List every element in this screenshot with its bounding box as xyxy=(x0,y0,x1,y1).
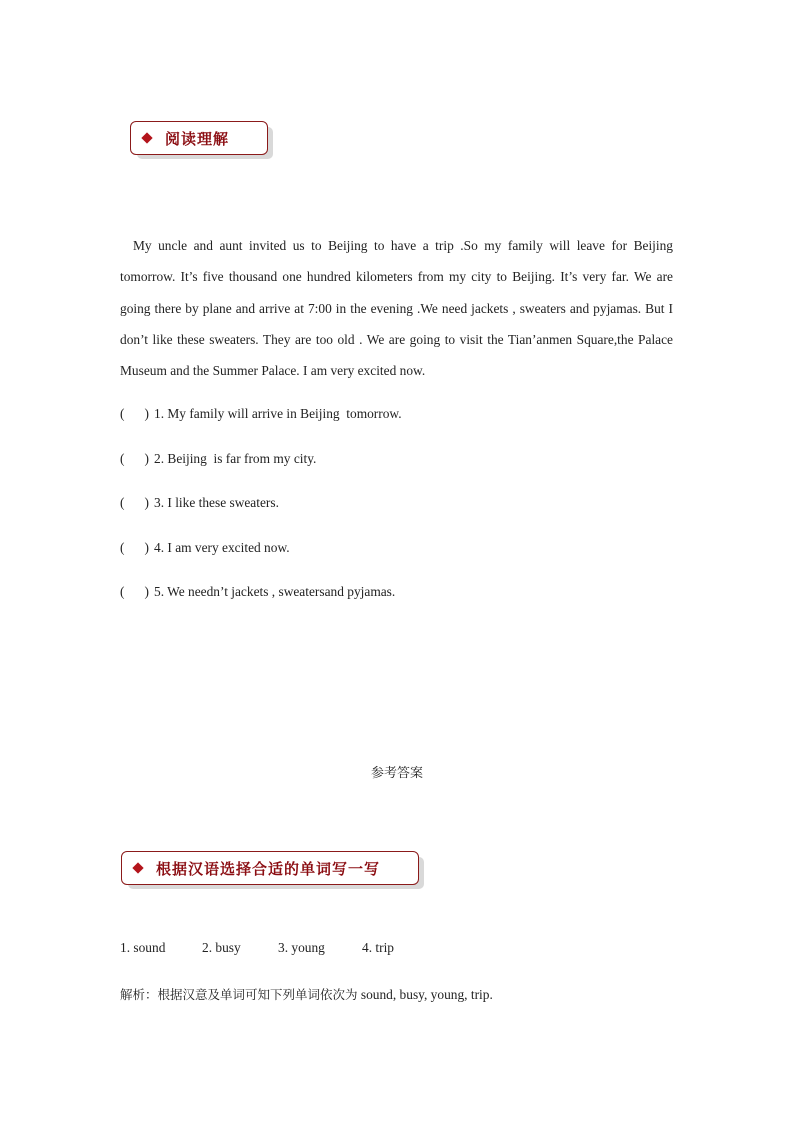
vocab-answer: 1. sound xyxy=(120,940,166,955)
question-item xyxy=(120,495,279,511)
question-text: 3. I like these sweaters. xyxy=(154,495,279,510)
question-item xyxy=(120,584,395,600)
question-text: 5. We needn’t jackets , sweatersand pyjamas. xyxy=(154,584,396,599)
question-item xyxy=(120,406,402,422)
vocab-answer: 4. trip xyxy=(362,940,394,955)
vocab-section-title: 根据汉语选择合适的单词写一写 xyxy=(156,859,381,878)
vocab-section-header xyxy=(121,851,419,885)
vocab-explanation xyxy=(120,985,493,1003)
answer-blank[interactable]: ( ) xyxy=(120,584,150,599)
reading-passage: My uncle and aunt invited us to Beijing to have a trip .So my family will leave for Beijing tomorrow. It’s five thousand one hundred kilometers from my city to Beijing. It’s very far. We are going there by plane and arrive at 7:00 in the evening .We need jackets , sweaters and pyjamas. But I don’t like these sweaters. They are too old . We are going to visit the Tian’anmen Square,the Palace Museum and the Summer Palace. I am very excited now. xyxy=(120,238,673,379)
vocab-answer: 2. busy xyxy=(202,940,241,955)
answer-blank[interactable]: ( ) xyxy=(120,406,150,421)
answer-blank[interactable]: ( ) xyxy=(120,451,150,466)
explanation-words: sound, busy, young, trip. xyxy=(357,987,493,1002)
question-text: 1. My family will arrive in Beijing tomorrow. xyxy=(154,406,402,421)
question-item xyxy=(120,540,290,556)
answer-blank[interactable]: ( ) xyxy=(120,540,150,555)
vocab-answers xyxy=(120,940,394,956)
explanation-label: 解析：根据汉意及单词可知下列单词依次为 xyxy=(120,987,358,1002)
answers-heading: 参考答案 xyxy=(370,766,423,781)
answer-blank[interactable]: ( ) xyxy=(120,495,150,510)
question-item xyxy=(120,451,316,467)
question-text: 4. I am very excited now. xyxy=(154,540,290,555)
reading-section-header xyxy=(130,121,268,155)
question-text: 2. Beijing is far from my city. xyxy=(154,451,317,466)
vocab-answer: 3. young xyxy=(278,940,325,955)
diamond-bullet-icon xyxy=(141,132,152,143)
diamond-bullet-icon xyxy=(132,862,143,873)
reading-section-title: 阅读理解 xyxy=(165,129,230,148)
